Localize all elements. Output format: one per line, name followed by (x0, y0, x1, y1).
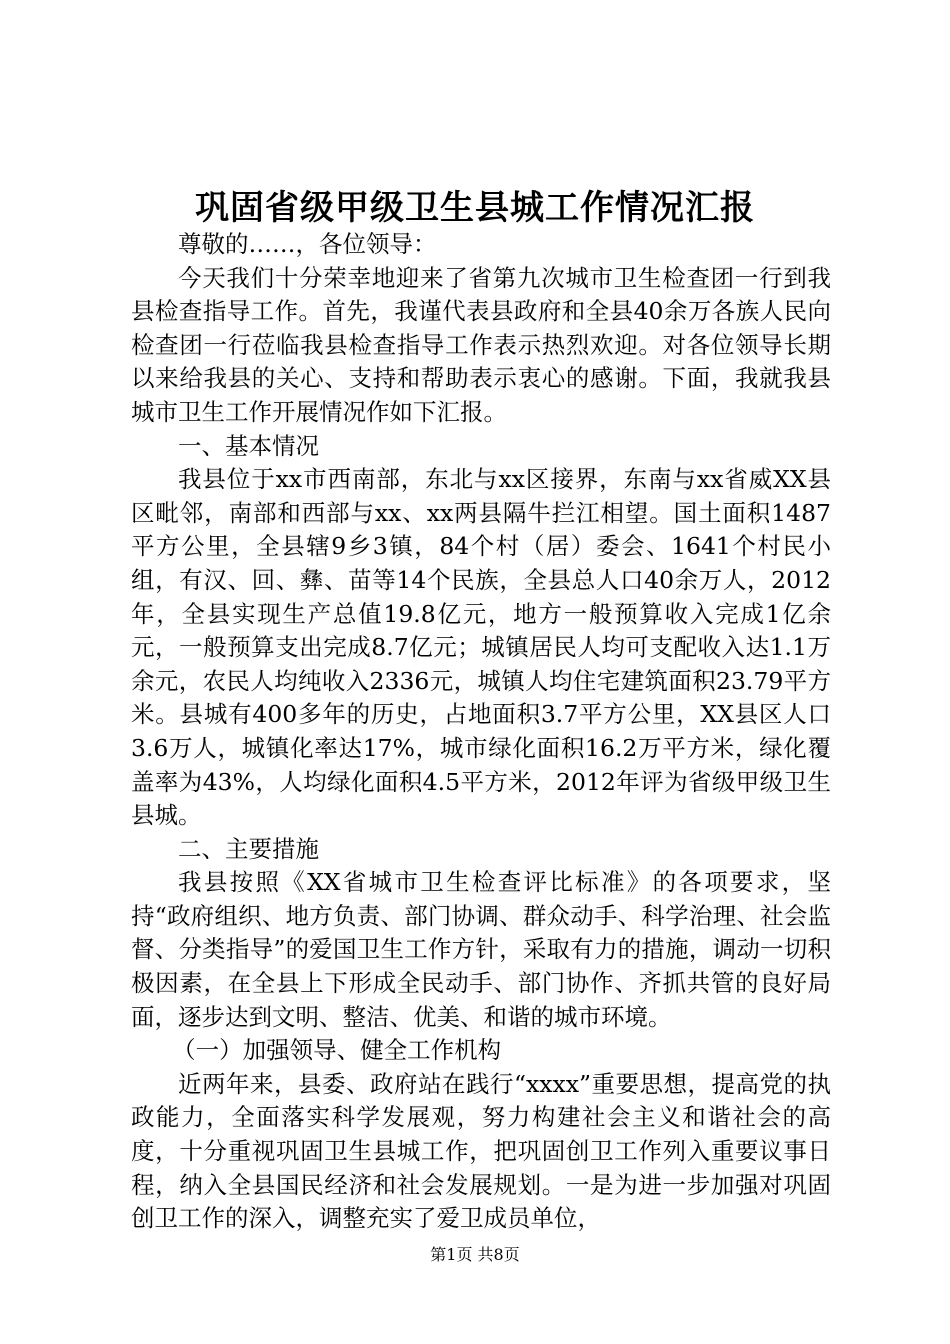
subsection-heading-leadership: （一）加强领导、健全工作机构 (172, 1036, 502, 1065)
section-heading-basic-situation: 一、基本情况 (178, 431, 319, 460)
document-body (131, 228, 831, 1236)
page-footer: 第1页 共8页 (430, 1245, 520, 1264)
paragraph-welcome: 今天我们十分荣幸地迎来了省第九次城市卫生检查团一行到我县检查指导工作。首先，我谨代表县政府和全县40余万各族人民向检查团一行莅临我县检查指导工作表示热烈欢迎。对各位领导长期以来给我县的关心、支持和帮助表示衷心的感谢。下面，我就我县城市卫生工作开展情况作如下汇报。 (131, 263, 831, 426)
salutation: 尊敬的……，各位领导： (178, 230, 437, 258)
paragraph-leadership: 近两年来，县委、政府站在践行“xxxx”重要思想，提高党的执政能力，全面落实科学发展观，努力构建社会主义和谐社会的高度，十分重视巩固卫生县城工作，把巩固创卫工作列入重要议事日程，纳入全县国民经济和社会发展规划。一是为进一步加强对巩固创卫工作的深入，调整充实了爱卫成员单位， (131, 1069, 831, 1233)
paragraph-basic-situation: 我县位于xx市西南部，东北与xx区接界，东南与xx省威XX县区毗邻，南部和西部与xx、xx两县隔牛拦江相望。国土面积1487平方公里，全县辖9乡3镇，84个村（居）委会、1641个村民小组，有汉、回、彝、苗等14个民族，全县总人口40余万人，2012年，全县实现生产总值19.8亿元，地方一般预算收入完成1亿余元，一般预算支出完成8.7亿元；城镇居民人均可支配收入达1.1万余元，农民人均纯收入2336元，城镇人均住宅建筑面积23.79平方米。县城有400多年的历史，占地面积3.7平方公里，XX县区人口3.6万人，城镇化率达17%，城市绿化面积16.2万平方米，绿化覆盖率为43%，人均绿化面积4.5平方米，2012年评为省级甲级卫生县城。 (131, 465, 831, 830)
section-heading-main-measures: 二、主要措施 (178, 834, 319, 863)
paragraph-main-measures: 我县按照《XX省城市卫生检查评比标准》的各项要求，坚持“政府组织、地方负责、部门协调、群众动手、科学治理、社会监督、分类指导”的爱国卫生工作方针，采取有力的措施，调动一切积极因素，在全县上下形成全民动手、部门协作、齐抓共管的良好局面，逐步达到文明、整洁、优美、和谐的城市环境。 (131, 868, 831, 1031)
document-title: 巩固省级甲级卫生县城工作情况汇报 (195, 188, 755, 228)
